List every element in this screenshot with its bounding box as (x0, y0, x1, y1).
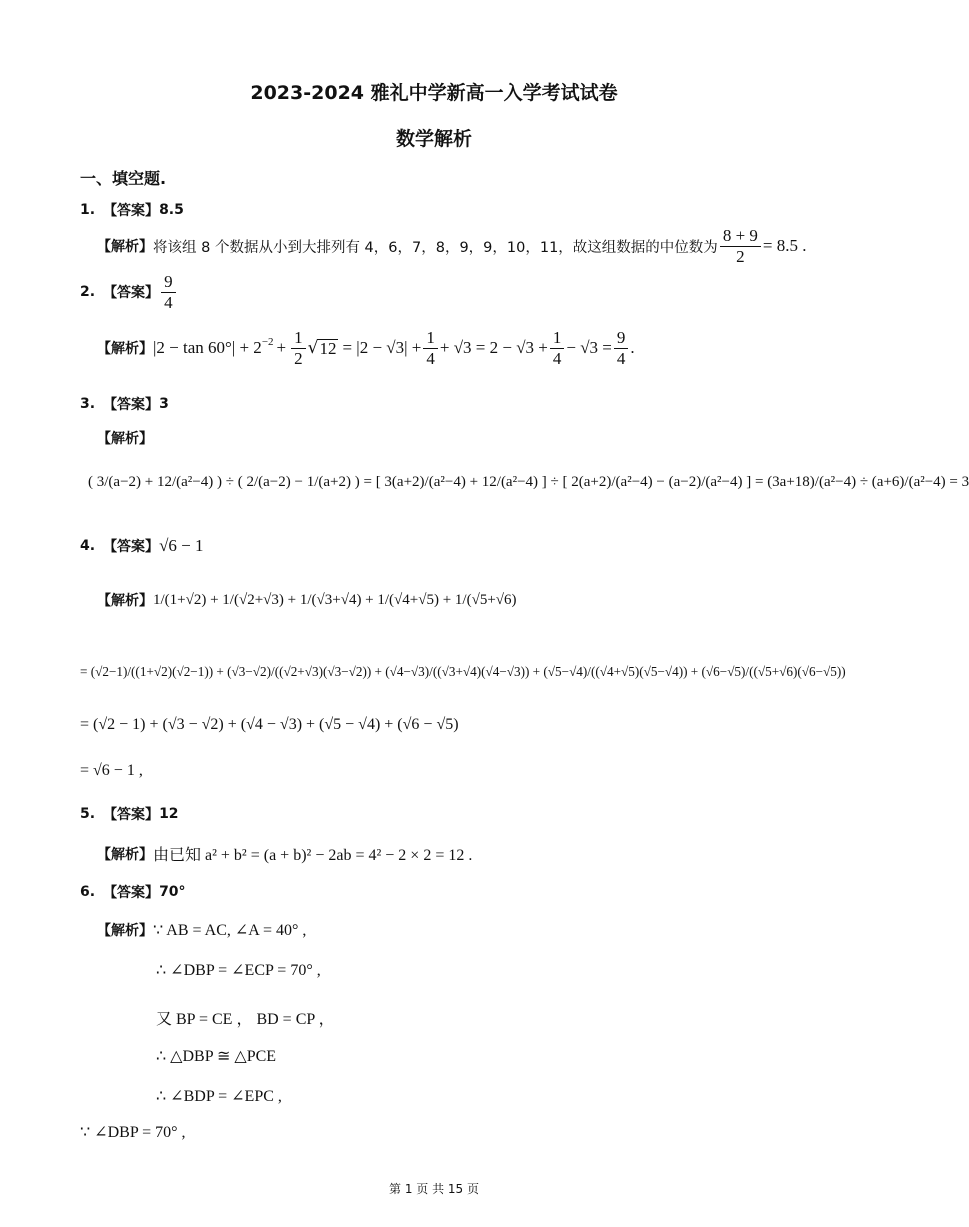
q2-expr-c: + √3 = 2 − √3 + (439, 338, 548, 358)
q3-answer: 3 (159, 396, 169, 412)
q2-sqrt12: 12 (319, 338, 337, 358)
q4-line4: = √6 − 1 , (80, 762, 143, 779)
q2-answer-fraction (161, 272, 176, 312)
q6-answer-label: 【答案】 (103, 885, 160, 901)
q3-solution-line: ( 3/(a−2) + 12/(a²−4) ) ÷ ( 2/(a−2) − 1/(a+2) ) = [ 3(a+2)/(a²−4) + 12/(a²−4) ] ÷ [ 2(a+2)/(a²−4) − (a−2)/(a²−4) ] = (3a+18)/(a²−4) ÷ (a+6)/(a²−4) = 3 (88, 474, 969, 490)
q2-quarter-2 (550, 328, 565, 368)
q2-quarter2-num: 1 (550, 328, 565, 349)
q3-number: 3. (80, 396, 96, 412)
document-subtitle: 数学解析 (395, 128, 472, 150)
q4-number: 4. (80, 538, 96, 554)
q2-half-num: 1 (291, 328, 306, 349)
q4-line2: = (√2−1)/((1+√2)(√2−1)) + (√3−√2)/((√2+√3)(√3−√2)) + (√4−√3)/((√3+√4)(√4−√3)) + (√5−√4)/((√4+√5)(√5−√4)) + (√6−√5)/((√5+√6)(√6−√5)) (80, 664, 846, 679)
q2-half-den: 2 (294, 348, 303, 368)
q2-answer-num: 9 (161, 272, 176, 293)
q2-period: . (630, 338, 635, 358)
q1-number: 1. (80, 202, 96, 218)
q2-final-num: 9 (614, 328, 629, 349)
q3-answer-label: 【答案】 (103, 397, 160, 413)
q2-number: 2. (80, 284, 96, 301)
q2-final-den: 4 (616, 348, 626, 368)
q2-quarter-num: 1 (423, 328, 438, 349)
q2-plus: + (276, 338, 287, 358)
q2-answer-label: 【答案】 (103, 285, 160, 302)
q2-quarter-den: 4 (426, 348, 435, 368)
q5-answer-line (80, 804, 179, 824)
document-title: 2023-2024 雅礼中学新高一入学考试试卷 (250, 82, 618, 104)
q2-expr-a: |2 − tan 60°| + 2 (153, 338, 262, 358)
q6-l1: ∵ AB = AC, ∠A = 40° , (153, 922, 307, 939)
q5-text: 由已知 a² + b² = (a + b)² − 2ab = 4² − 2 × 2 = 12 . (153, 847, 473, 864)
q1-frac-den: 2 (736, 246, 745, 266)
q5-number: 5. (80, 806, 96, 822)
q1-analysis-text: 将该组 8 个数据从小到大排列有 4，6，7，8，9，9，10，11，故这组数据的中位数为 (153, 239, 718, 256)
q5-analysis-line (97, 842, 472, 865)
q2-quarter2-den: 4 (552, 348, 562, 368)
q2-final (614, 328, 629, 368)
page-footer: 第 1 页 共 15 页 (389, 1182, 479, 1196)
q6-analysis-line (97, 920, 306, 940)
q6-l4: ∴ △DBP ≅ △PCE (156, 1048, 277, 1065)
q3-answer-line (80, 394, 169, 414)
q4-answer-label: 【答案】 (103, 539, 160, 555)
q6-answer: 70° (159, 884, 186, 900)
q2-expr-d: − √3 = (566, 338, 612, 358)
q3-analysis-label: 【解析】 (97, 431, 153, 447)
q2-quarter (423, 328, 438, 368)
q4-line3: = (√2 − 1) + (√3 − √2) + (√4 − √3) + (√5 − √4) + (√6 − √5) (80, 716, 459, 733)
q1-answer-label: 【答案】 (103, 203, 160, 219)
q2-half (291, 328, 306, 368)
q2-expr-b: = |2 − √3| + (342, 338, 422, 358)
q1-analysis-line (97, 226, 807, 266)
q2-analysis-line: 【解析】 |2 − tan 60°| + 2 $^{-2}$ + $\frac{1}{2}$ √ 12 = |2 − √3| + $\frac{1}{4}$ + √3 = 2 − √3 + $\frac{1}{4}$ − √3 = $\frac{9}{4}$ . (97, 328, 635, 368)
q4-analysis-label: 【解析】 (97, 593, 153, 609)
q5-answer-label: 【答案】 (103, 807, 160, 823)
q1-result: = 8.5 . (762, 236, 807, 256)
q5-answer: 12 (159, 806, 179, 822)
q6-l2: ∴ ∠DBP = ∠ECP = 70° , (156, 962, 321, 979)
q5-analysis-label: 【解析】 (97, 846, 153, 863)
q1-analysis-label: 【解析】 (97, 239, 153, 256)
q6-answer-line (80, 882, 186, 902)
q2-answer-den: 4 (164, 292, 173, 312)
q4-answer-line (80, 536, 203, 556)
q4-analysis-line (97, 590, 517, 610)
q4-line1: 1/(1+√2) + 1/(√2+√3) + 1/(√3+√4) + 1/(√4+√5) + 1/(√5+√6) (153, 591, 517, 608)
q1-answer-line (80, 200, 184, 220)
section-heading: 一、填空题. (80, 169, 167, 188)
q2-answer-line (80, 272, 178, 312)
q1-median-fraction (720, 226, 761, 266)
q2-exponent: −2 (261, 336, 274, 348)
q6-analysis-label: 【解析】 (97, 923, 153, 939)
q4-answer: √6 − 1 (159, 536, 204, 555)
q1-answer: 8.5 (159, 202, 184, 218)
q6-l3: 又 BP = CE ， BD = CP ， (156, 1011, 335, 1028)
q6-number: 6. (80, 884, 96, 900)
q2-analysis-label: 【解析】 (97, 341, 153, 358)
q1-frac-num: 8 + 9 (720, 226, 761, 247)
q6-l6: ∵ ∠DBP = 70° , (80, 1124, 186, 1141)
q6-l5: ∴ ∠BDP = ∠EPC , (156, 1088, 282, 1105)
